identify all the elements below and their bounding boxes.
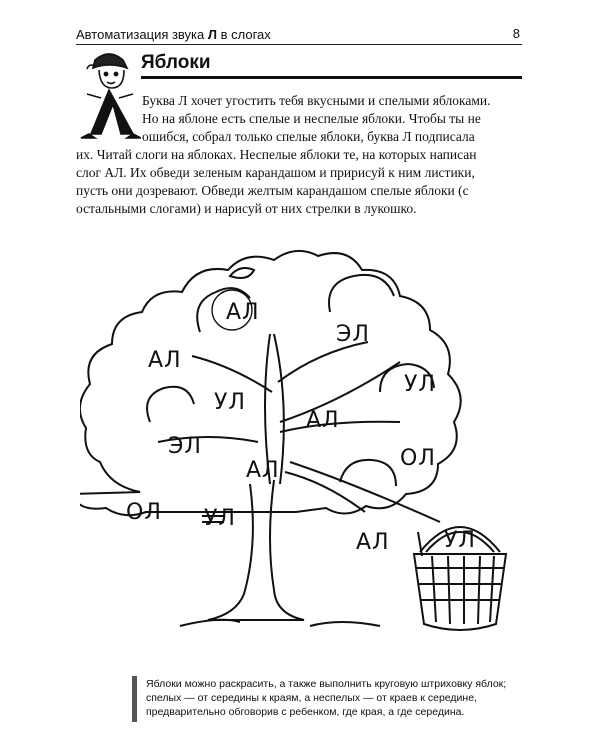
apple-syllable: УЛ xyxy=(444,528,476,553)
intro-line: Буква Л хочет угостить тебя вкусными и спелыми яблоками. xyxy=(142,93,491,108)
intro-line: их. Читай слоги на яблоках. Неспелые яблоки те, на которых написан xyxy=(76,147,477,162)
apple-syllable: ОЛ xyxy=(126,500,162,525)
apple-syllable: ЭЛ xyxy=(336,322,370,347)
title-underline xyxy=(141,76,522,79)
apple-syllable: ОЛ xyxy=(400,446,436,471)
header-title: Автоматизация звука Л в слогах xyxy=(76,27,271,42)
page-header xyxy=(76,22,522,45)
intro-line: остальными слогами) и нарисуй от них стрелки в лукошко. xyxy=(76,201,417,216)
lesson-title: Яблоки xyxy=(141,52,211,73)
apple-syllable: ЭЛ xyxy=(168,434,202,459)
page-number: 8 xyxy=(512,26,520,41)
instructions-text xyxy=(76,92,524,218)
note-marker-bar xyxy=(132,676,137,722)
intro-line: слог АЛ. Их обведи зеленым карандашом и пририсуй к ним листики, xyxy=(76,165,475,180)
intro-line: ошибся, собрал только спелые яблоки, буква Л подписала xyxy=(142,129,475,144)
intro-line: Но на яблоне есть спелые и неспелые яблоки. Чтобы ты не xyxy=(142,111,481,126)
intro-line: пусть они дозревают. Обведи желтым карандашом спелые яблоки (с xyxy=(76,183,469,198)
apple-syllable: АЛ xyxy=(356,530,390,555)
apple-syllable: УЛ xyxy=(214,390,246,415)
teacher-note: Яблоки можно раскрасить, а также выполнить круговую штриховку яблок; спелых — от середины к краям, а неспелых — от краев к середине, предварительно обговорив с ребенком, где края, а где середина. xyxy=(146,678,507,718)
apple-syllable: УЛ xyxy=(204,506,236,531)
apple-syllable: АЛ xyxy=(226,300,260,325)
apple-syllable: АЛ xyxy=(246,458,280,483)
apple-syllable: УЛ xyxy=(404,372,436,397)
apple-syllable: АЛ xyxy=(148,348,182,373)
apple-tree-illustration xyxy=(80,222,530,642)
apple-syllable: АЛ xyxy=(306,408,340,433)
